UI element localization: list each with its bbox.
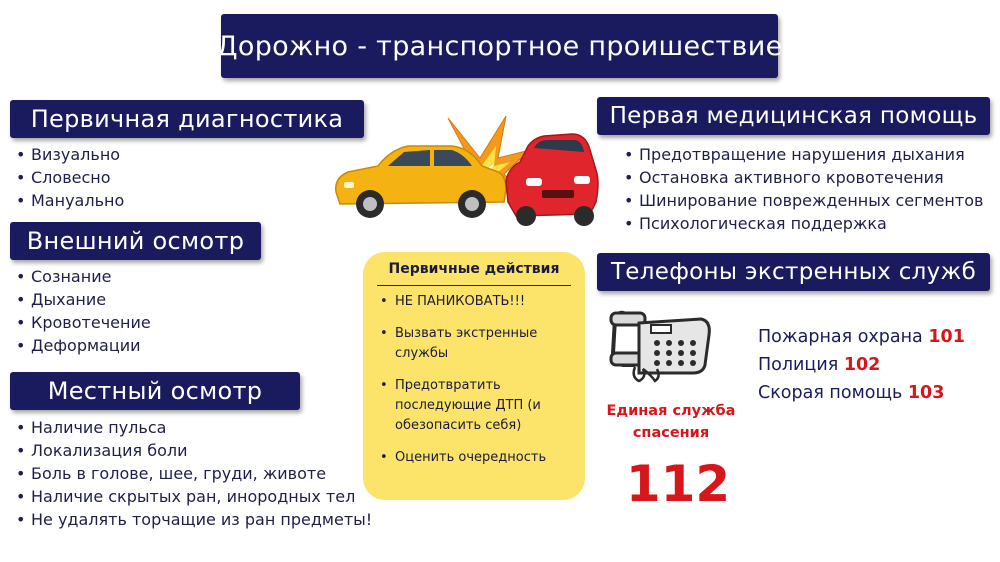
list-item: • Кровотечение: [10, 311, 151, 334]
first-aid-banner: [597, 97, 990, 135]
list-item: • Дыхание: [10, 288, 151, 311]
phone-entry: [758, 323, 965, 351]
car-crash-icon: [330, 110, 600, 232]
telephone-icon: [605, 305, 715, 385]
list-item: • НЕ ПАНИКОВАТЬ!!!: [377, 292, 573, 312]
list-item: • Наличие пульса: [10, 416, 372, 439]
primary-actions-panel: [363, 252, 585, 500]
phone-label: Полиция: [758, 355, 839, 375]
list-item: • Психологическая поддержка: [618, 212, 983, 235]
phone-entry: [758, 351, 965, 379]
emergency-phone-list: [758, 323, 965, 407]
red-car-icon: [506, 134, 598, 226]
external-exam-heading: Внешний осмотр: [26, 227, 245, 255]
phone-number: 101: [928, 327, 965, 347]
unified-number: 112: [625, 455, 731, 513]
primary-actions-heading: Первичные действия: [388, 261, 560, 277]
phone-label: Скорая помощь: [758, 383, 903, 403]
list-item: • Мануально: [10, 189, 124, 212]
local-exam-list: [10, 416, 372, 531]
list-item: • Шинирование поврежденных сегментов: [618, 189, 983, 212]
local-exam-banner: [10, 372, 300, 410]
emergency-phones-heading: Телефоны экстренных служб: [610, 259, 977, 285]
list-spacer: [377, 312, 573, 324]
list-spacer: [377, 364, 573, 376]
list-item: • Остановка активного кровотечения: [618, 166, 983, 189]
list-spacer: [377, 436, 573, 448]
primary-actions-list: [377, 292, 573, 468]
phone-number: 103: [907, 383, 945, 403]
local-exam-heading: Местный осмотр: [47, 377, 263, 405]
list-item: • Словесно: [10, 166, 124, 189]
list-item: • Сознание: [10, 265, 151, 288]
list-item: • Оценить очередность: [377, 448, 573, 468]
primary-diagnostics-list: [10, 143, 124, 212]
first-aid-list: [618, 143, 983, 235]
primary-diagnostics-banner: [10, 100, 364, 138]
list-item: • Наличие скрытых ран, инородных тел: [10, 485, 372, 508]
list-item: • Вызвать экстренные службы: [377, 324, 573, 364]
phone-label: Пожарная охрана: [758, 327, 923, 347]
primary-diagnostics-heading: Первичная диагностика: [30, 105, 344, 133]
list-item: • Локализация боли: [10, 439, 372, 462]
panel-divider: [377, 285, 571, 286]
first-aid-heading: Первая медицинская помощь: [609, 103, 978, 129]
list-item: • Деформации: [10, 334, 151, 357]
list-item: • Предотвратить последующие ДТП (и обезопасить себя): [377, 376, 573, 436]
unified-service-label: Единая служба спасения: [606, 403, 736, 441]
main-title-banner: [216, 14, 783, 78]
external-exam-banner: [10, 222, 261, 260]
list-item: • Не удалять торчащие из ран предметы!: [10, 508, 372, 531]
list-item: • Визуально: [10, 143, 124, 166]
external-exam-list: [10, 265, 151, 357]
main-title: Дорожно - транспортное проишествие: [216, 30, 783, 62]
phone-entry: [758, 379, 965, 407]
emergency-phones-banner: [597, 253, 990, 291]
list-item: • Боль в голове, шее, груди, животе: [10, 462, 372, 485]
phone-number: 102: [843, 355, 881, 375]
list-item: • Предотвращение нарушения дыхания: [618, 143, 983, 166]
